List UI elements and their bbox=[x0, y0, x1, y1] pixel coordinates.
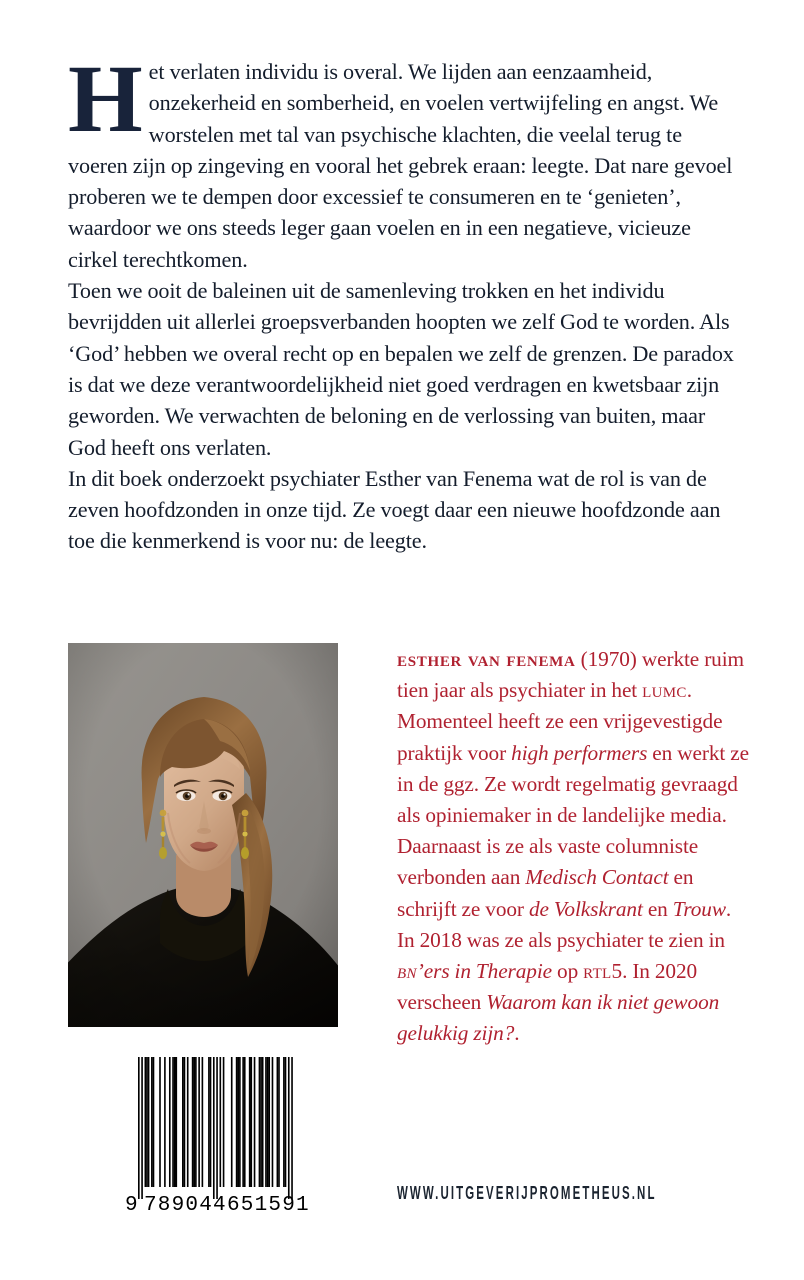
drop-cap-letter: H bbox=[68, 45, 143, 152]
blurb-paragraph-1 bbox=[68, 45, 740, 275]
blurb-paragraph-1-text: et verlaten individu is overal. We lijden aan eenzaamheid, onzekerheid en somberheid, en voelen vertwijfeling en angst. We worstelen met tal van psychische klachten, die veelal terug te voeren zijn op zingeving en vooral het gebrek eraan: leegte. Dat nare gevoel proberen we te dempen door excessief te consumeren en te ‘genieten’, waardoor we ons steeds leger gaan voelen en in een negatieve, vicieuze cirkel terechtkomen. bbox=[68, 59, 733, 272]
blurb-paragraph-2: Toen we ooit de baleinen uit de samenleving trokken en het individu bevrijdden uit allerlei groepsverbanden hoopten we zelf God te worden. Als ‘God’ hebben we overal recht op en bepalen we zelf de grenzen. De paradox is dat we deze verantwoordelijkheid niet goed verdragen en kwetsbaar zijn geworden. We verwachten de beloning en de verlossing van buiten, maar God heeft ons verlaten. bbox=[68, 278, 734, 460]
author-photo bbox=[68, 643, 338, 1027]
author-photo-image bbox=[68, 643, 338, 1027]
svg-text:789044: 789044 bbox=[144, 1194, 227, 1216]
isbn-barcode bbox=[120, 1051, 312, 1216]
svg-text:9: 9 bbox=[125, 1194, 138, 1216]
bio-body-text: werkte ruim tien jaar als psychiater in het lumc. Momenteel heeft ze een vrijgevestigde praktijk voor high performers en werkt ze in de ggz. Ze wordt regelmatig gevraagd als opiniemaker in de landelijke media. Daarnaast is ze als vaste columniste verbonden aan Medisch Contact en schrijft ze voor de Volkskrant en Trouw. In 2018 was ze als psychiater te zien in bn’ers in Therapie op rtl5. In 2020 verscheen Waarom kan ik niet gewoon gelukkig zijn?. bbox=[397, 647, 749, 1046]
title-bners-in-therapie: ’ers in Therapie bbox=[416, 959, 553, 984]
abbr-rtl: rtl bbox=[583, 959, 612, 984]
title-medisch-contact: Medisch Contact bbox=[525, 865, 669, 890]
isbn-barcode-image bbox=[120, 1051, 312, 1216]
title-de-volkskrant: de Volkskrant bbox=[528, 896, 643, 921]
publisher-url[interactable]: WWW.UITGEVERIJPROMETHEUS.NL bbox=[397, 1182, 657, 1203]
title-trouw: Trouw bbox=[672, 896, 726, 921]
blurb-paragraph-3: In dit boek onderzoekt psychiater Esther van Fenema wat de rol is van de zeven hoofdzonden in onze tijd. Ze voegt daar een nieuwe hoofdzonde aan toe die kenmerkend is voor nu: de leegte. bbox=[68, 465, 721, 554]
abbr-lumc: lumc bbox=[642, 678, 687, 703]
abbr-bn: bn bbox=[397, 959, 417, 984]
back-cover-blurb bbox=[68, 45, 740, 557]
author-name: esther van fenema bbox=[397, 647, 576, 671]
svg-text:651591: 651591 bbox=[227, 1194, 310, 1216]
term-high-performers: high performers bbox=[511, 740, 648, 765]
bio-birth-year: (1970) bbox=[580, 647, 637, 671]
author-bio bbox=[397, 644, 749, 1050]
title-waarom-kan-ik-niet-gewoon-gelukkig-zijn: Waarom kan ik niet gewoon gelukkig zijn? bbox=[397, 990, 720, 1046]
